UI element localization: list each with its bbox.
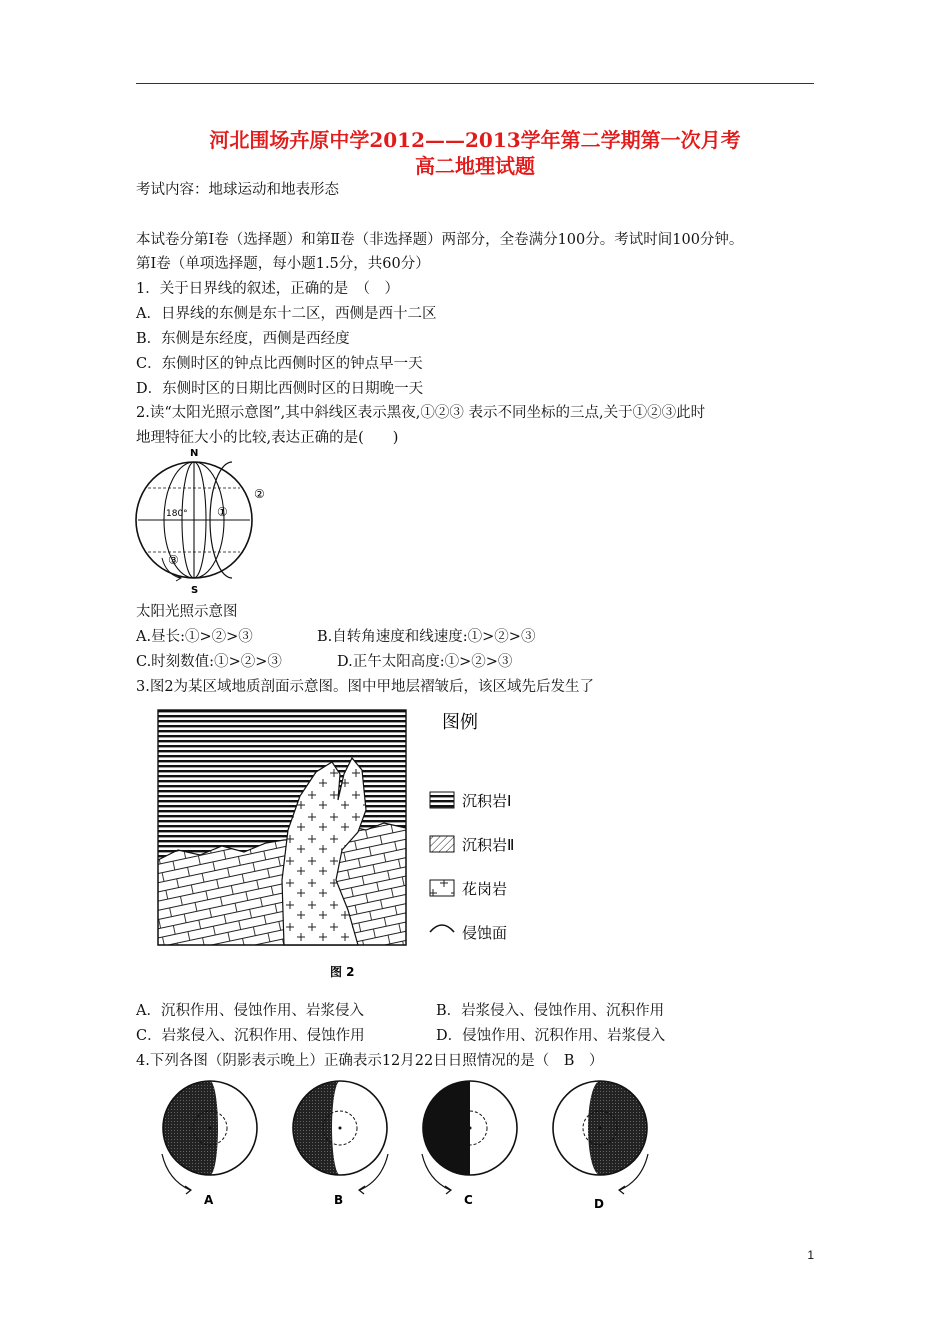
globe-meridian-label: 180° <box>166 509 188 519</box>
section-heading: 第Ⅰ卷（单项选择题，每小题1.5分，共60分） <box>136 256 430 272</box>
q3-option-a: A．沉积作用、侵蚀作用、岩浆侵入 <box>136 1003 364 1019</box>
exam-content: 考试内容：地球运动和地表形态 <box>136 182 339 198</box>
legend-swatch-erosion <box>430 925 454 932</box>
point-1-label: ① <box>217 505 228 519</box>
diagram-a <box>162 1081 257 1207</box>
label-a: A <box>204 1193 214 1207</box>
exam-title: 河北围场卉原中学2012——2013学年第二学期第一次月考 <box>209 128 741 152</box>
q4-stem: 4.下列各图（阴影表示晚上）正确表示12月22日日照情况的是（ B ） <box>136 1053 604 1069</box>
q1-option-b: B．东侧是东经度，西侧是西经度 <box>136 331 350 347</box>
exam-subtitle: 高二地理试题 <box>415 154 535 178</box>
legend-swatch-sed2 <box>430 836 454 852</box>
exam-intro: 本试卷分第Ⅰ卷（选择题）和第Ⅱ卷（非选择题）两部分，全卷满分100分。考试时间100分钟。 <box>136 232 744 248</box>
legend-sed1: 沉积岩Ⅰ <box>462 792 512 810</box>
q1-option-a: A．日界线的东侧是东十二区，西侧是西十二区 <box>136 306 437 322</box>
diagram-c <box>422 1081 517 1207</box>
q2-option-d: D.正午太阳高度:①>②>③ <box>337 654 513 670</box>
header-rule <box>136 83 814 84</box>
diagram-b <box>293 1081 388 1207</box>
q3-option-b: B．岩浆侵入、侵蚀作用、沉积作用 <box>436 1003 665 1019</box>
figure-2-label: 图 2 <box>330 965 355 979</box>
q1-option-c: C．东侧时区的钟点比西侧时区的钟点早一天 <box>136 356 423 372</box>
q3-option-d: D．侵蚀作用、沉积作用、岩浆侵入 <box>436 1028 666 1044</box>
q2-figure-caption: 太阳光照示意图 <box>136 604 238 620</box>
legend-granite: 花岗岩 <box>462 880 508 898</box>
legend-title: 图例 <box>442 712 478 733</box>
q3-stem: 3.图2为某区域地质剖面示意图。图中甲地层褶皱后，该区域先后发生了 <box>136 679 595 695</box>
globe-north-label: N <box>190 448 199 459</box>
legend-sed2: 沉积岩Ⅱ <box>462 836 515 854</box>
sunlight-globe-figure <box>132 446 278 596</box>
q1-option-d: D．东侧时区的日期比西侧时区的日期晚一天 <box>136 381 424 397</box>
daylight-diagrams <box>150 1076 670 1216</box>
label-b: B <box>334 1193 344 1207</box>
page-number: 1 <box>807 1248 814 1262</box>
q2-option-b: B.自转角速度和线速度:①>②>③ <box>317 629 536 645</box>
label-c: C <box>464 1193 473 1207</box>
point-2-label: ② <box>254 487 265 501</box>
q3-option-c: C．岩浆侵入、沉积作用、侵蚀作用 <box>136 1028 365 1044</box>
globe-south-label: S <box>191 585 199 596</box>
q1-stem: 1．关于日界线的叙述，正确的是 （ ） <box>136 281 399 297</box>
geologic-section-figure <box>152 700 532 985</box>
legend-swatch-sed1 <box>430 792 454 808</box>
diagram-d <box>553 1081 648 1211</box>
q2-stem-line2: 地理特征大小的比较,表达正确的是( ) <box>136 430 399 446</box>
legend-swatch-granite <box>430 880 454 896</box>
legend-erosion: 侵蚀面 <box>462 924 508 942</box>
q2-stem-line1: 2.读“太阳光照示意图”,其中斜线区表示黑夜,①②③ 表示不同坐标的三点,关于①②③此时 <box>136 405 706 421</box>
point-3-label: ③ <box>168 553 179 567</box>
q2-option-c: C.时刻数值:①>②>③ <box>136 654 282 670</box>
q2-option-a: A.昼长:①>②>③ <box>136 629 253 645</box>
label-d: D <box>594 1197 604 1211</box>
